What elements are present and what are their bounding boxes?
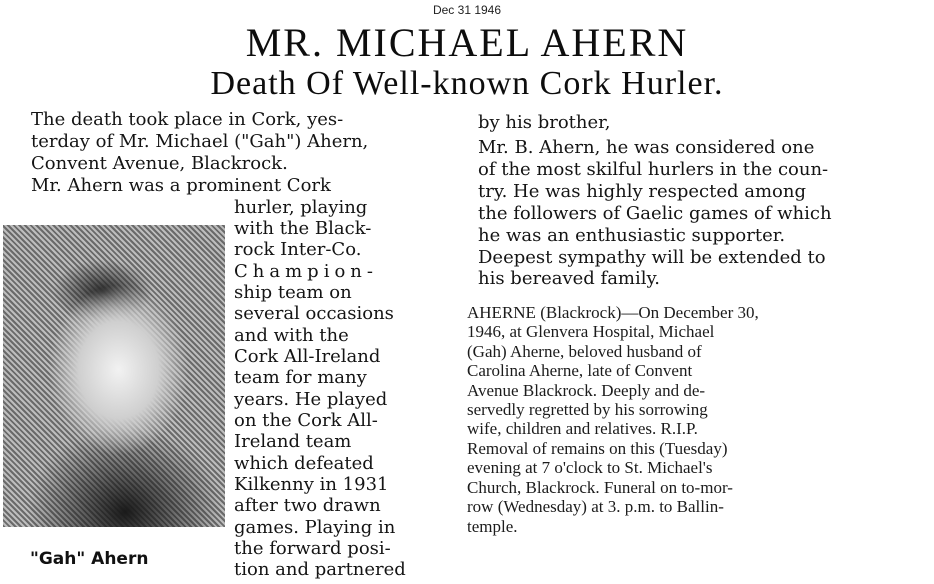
notice-line: Avenue Blackrock. Deeply and de- — [467, 381, 706, 400]
article-line: the followers of Gaelic games of which — [478, 203, 832, 224]
article-line: years. He played — [234, 389, 388, 410]
photo-caption: "Gah" Ahern — [30, 549, 149, 569]
notice-line: wife, children and relatives. R.I.P. — [467, 419, 698, 438]
notice-line: Carolina Aherne, late of Convent — [467, 361, 693, 380]
article-line: the forward posi- — [234, 538, 391, 559]
notice-line: 1946, at Glenvera Hospital, Michael — [467, 322, 715, 341]
article-line: The death took place in Cork, yes- — [31, 109, 344, 130]
article-line: Cork All-Ireland — [234, 346, 381, 367]
article-line: Mr. B. Ahern, he was considered one — [478, 137, 815, 158]
article-line: several occasions — [234, 303, 394, 324]
article-line: Deepest sympathy will be extended to — [478, 247, 826, 268]
article-line: of the most skilful hurlers in the coun- — [478, 159, 829, 180]
article-line: tion and partnered — [234, 559, 406, 580]
article-line: ship team on — [234, 282, 352, 303]
article-line: try. He was highly respected among — [478, 181, 806, 202]
article-line: Mr. Ahern was a prominent Cork — [31, 175, 331, 196]
article-line: by his brother, — [478, 112, 611, 133]
subheadline: Death Of Well-known Cork Hurler. — [210, 65, 724, 102]
notice-line: AHERNE (Blackrock)—On December 30, — [467, 303, 759, 322]
notice-line: servedly regretted by his sorrowing — [467, 400, 708, 419]
article-line: he was an enthusiastic supporter. — [478, 225, 786, 246]
article-line: on the Cork All- — [234, 410, 378, 431]
article-line: team for many — [234, 367, 367, 388]
article-line: and with the — [234, 325, 349, 346]
notice-line: Removal of remains on this (Tuesday) — [467, 439, 728, 458]
notice-line: temple. — [467, 517, 518, 536]
notice-line: evening at 7 o'clock to St. Michael's — [467, 458, 713, 477]
headline: MR. MICHAEL AHERN — [245, 20, 689, 65]
clipping-date: Dec 31 1946 — [432, 3, 502, 17]
portrait-photo — [3, 225, 225, 527]
article-line: with the Black- — [234, 218, 372, 239]
notice-line: row (Wednesday) at 3. p.m. to Ballin- — [467, 497, 724, 516]
notice-line: (Gah) Aherne, beloved husband of — [467, 342, 702, 361]
article-line: which defeated — [234, 453, 374, 474]
article-line: Champion- — [234, 261, 378, 282]
article-line: after two drawn — [234, 495, 381, 516]
article-line: hurler, playing — [234, 197, 368, 218]
article-line: Ireland team — [234, 431, 352, 452]
article-line: games. Playing in — [234, 517, 396, 538]
notice-line: Church, Blackrock. Funeral on to-mor- — [467, 478, 733, 497]
article-line: his bereaved family. — [478, 268, 661, 289]
article-line: terday of Mr. Michael ("Gah") Ahern, — [31, 131, 369, 152]
article-line: rock Inter-Co. — [234, 239, 362, 260]
article-line: Convent Avenue, Blackrock. — [31, 153, 288, 174]
article-line: Kilkenny in 1931 — [234, 474, 389, 495]
